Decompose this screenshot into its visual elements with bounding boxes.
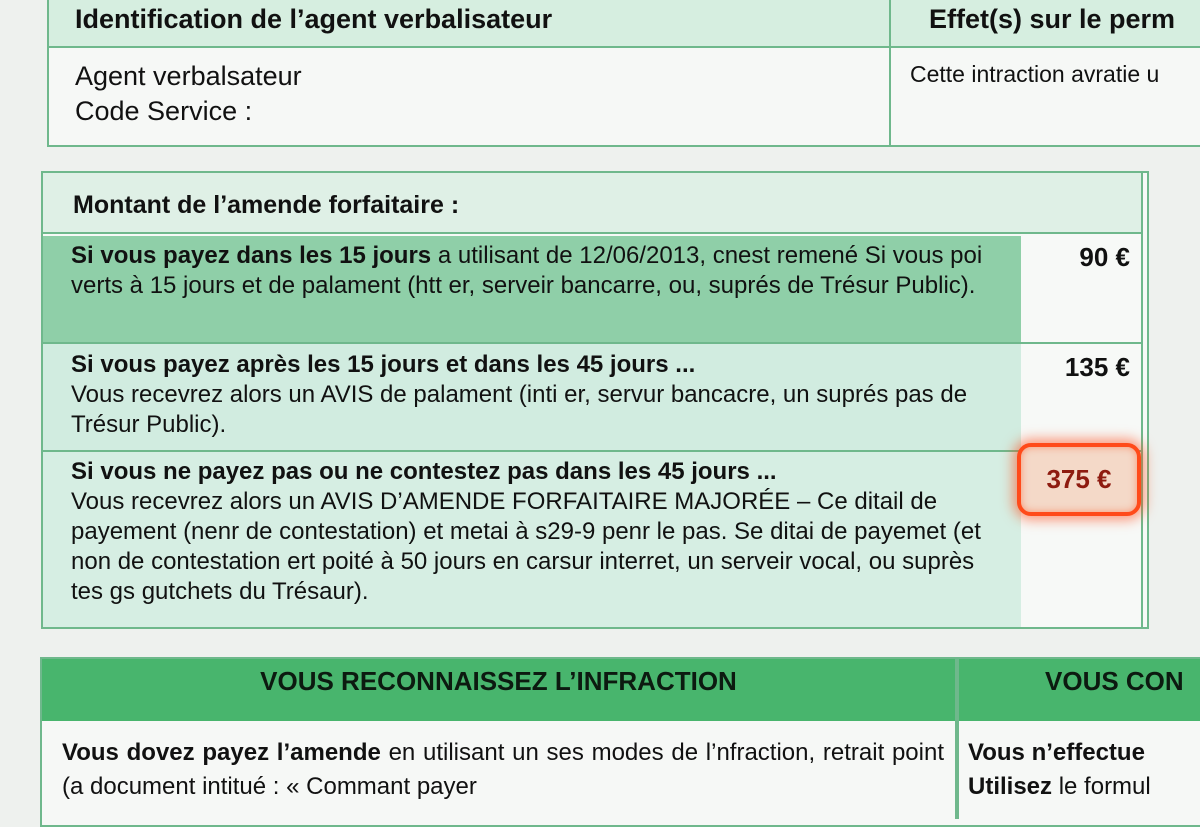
amount-375-highlighted xyxy=(1017,443,1141,516)
acknowledge-instructions xyxy=(62,736,944,804)
contest-heading: VOUS CON xyxy=(1045,666,1184,696)
top-column-divider xyxy=(889,0,891,147)
contest-line2: le formul xyxy=(1052,773,1151,800)
fine-amount-heading: Montant de l’amende forfaitaire : xyxy=(73,191,460,219)
must-pay-label: Vous dovez payez l’amende xyxy=(62,739,381,766)
condition-details: Vous recevrez alors un AVIS D’AMENDE FORFAITAIRE MAJORÉE – Ce ditail de payement (nenr de contestation) et metai à s29-9 penr le pas. Se ditai de payemet (et non de contestation ert poité à 50 jours en carsur interret, un serveir vocal, ou suprès tes gs gutchets du Trésaur). xyxy=(71,488,981,605)
payment-condition-45-days xyxy=(71,350,1011,440)
amount-135: 135 € xyxy=(1064,352,1130,382)
condition-title: Si vous payez après les 15 jours et dans les 45 jours ... xyxy=(71,351,696,378)
agent-details xyxy=(75,59,302,129)
contest-instructions xyxy=(968,736,1151,804)
agent-name-label: Agent verbalsateur xyxy=(75,61,302,91)
service-code-label: Code Service : xyxy=(75,96,253,126)
license-effect-text: Cette intraction avratie u xyxy=(910,61,1160,87)
payment-condition-majorated xyxy=(71,457,1011,607)
condition-details: a utilisant de 12/06/2013, cnest remené Si vous poi verts à 15 jours et de palament (htt er, serveir bancarre, ou, suprés de Trésur Public). xyxy=(71,242,983,299)
condition-title: Si vous payez dans les 15 jours xyxy=(71,242,432,269)
agent-heading: Identification de l’agent verbalisateur xyxy=(75,4,553,34)
contest-line1: Vous n’effectue xyxy=(968,739,1145,766)
use-label: Utilisez xyxy=(968,773,1053,800)
row-divider xyxy=(43,450,1141,452)
options-column-divider xyxy=(955,659,959,819)
amount-column-right-border xyxy=(1141,173,1143,627)
license-effects-heading: Effet(s) sur le perm xyxy=(929,4,1176,34)
row-divider xyxy=(43,342,1141,344)
condition-title: Si vous ne payez pas ou ne contestez pas dans les 45 jours ... xyxy=(71,458,777,485)
amount-90: 90 € xyxy=(1079,242,1130,272)
amount-375: 375 € xyxy=(1046,464,1112,494)
acknowledge-details: en utilisant un ses modes de l’nfraction, retrait point (a document intitué : « Commant payer xyxy=(62,739,944,800)
condition-details: Vous recevrez alors un AVIS de palament (inti er, servur bancacre, un suprés pas de Trésur Public). xyxy=(71,381,968,438)
acknowledge-infraction-heading: VOUS RECONNAISSEZ L’INFRACTION xyxy=(260,666,737,696)
payment-condition-15-days xyxy=(71,241,1011,301)
